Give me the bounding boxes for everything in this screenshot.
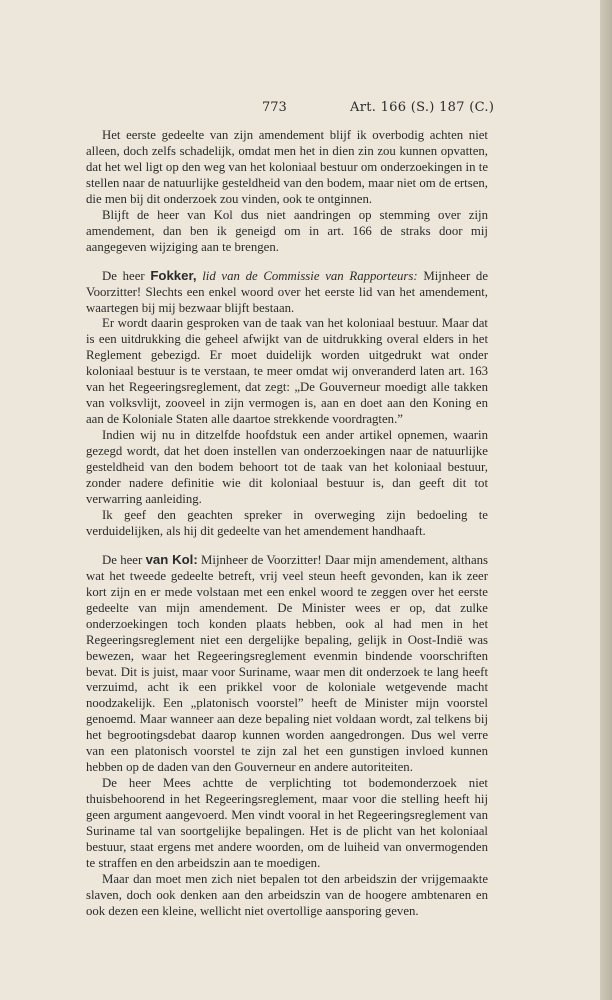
speaker-name: Fokker, xyxy=(150,267,197,283)
page-edge xyxy=(600,0,612,1000)
speaker-name: van Kol: xyxy=(145,551,198,567)
page-number: 773 xyxy=(262,100,287,115)
body-text xyxy=(86,128,488,920)
paragraph: Ik geef den geachten spreker in overweging zijn bedoeling te verduidelijken, als hij dit gedeelte van het amendement handhaaft. xyxy=(86,507,488,538)
page-header xyxy=(0,100,600,120)
speech-fokker: De heer Fokker, lid van de Commissie van Rapporteurs: Mijnheer de Voorzitter! Slechts een enkel woord over het eerste lid van het amendement, waartegen bij mij bezwaar blijft bestaan. xyxy=(86,267,488,315)
paragraph: Het eerste gedeelte van zijn amendement blijf ik overbodig achten niet alleen, doch zelfs schadelijk, omdat men het in dien zin zou kunnen opvatten, dat het wel ligt op den weg van het koloniaal bestuur om onderzoekingen in te stellen naar de natuurlijke gesteldheid van den bodem, maar niet om de ertsen, die men bij dit onderzoek zou vinden, ook te ontginnen. xyxy=(86,128,488,206)
running-head: Art. 166 (S.) 187 (C.) xyxy=(350,100,495,115)
speaker-role: lid van de Commissie van Rapporteurs: xyxy=(196,268,418,283)
paragraph: Blijft de heer van Kol dus niet aandringen op stemming over zijn amendement, dan ben ik geneigd om in art. 166 de straks door mij aangegeven wijziging aan te brengen. xyxy=(86,207,488,254)
paragraph: De heer Mees achtte de verplichting tot bodemonderzoek niet thuisbehoorend in het Regeeringsreglement, maar voor die stelling heeft hij geen argument aangevoerd. Men vindt vooral in het Regeeringsreglement van Suriname tal van soortgelijke bepalingen. Het is de plicht van het koloniaal bestuur, staat ergens met andere woorden, om de luiheid van onvermogenden te straffen en den arbeidszin aan te moedigen. xyxy=(86,776,488,870)
paragraph: Er wordt daarin gesproken van de taak van het koloniaal bestuur. Maar dat is een uitdrukking die geheel afwijkt van de uitdrukking overal elders in het Reglement gebezigd. Er moet duidelijk worden uitgedrukt wat onder koloniaal bestuur is te verstaan, te meer omdat wij onveranderd laten art. 163 van het Regeeringsreglement, dat zegt: „De Gouverneur moedigt alle takken van volksvlijt, zooveel in zijn vermogen is, aan en doet aan den Koning en aan de Koloniale Staten alle daartoe strekkende voordragten.” xyxy=(86,316,488,427)
paragraph: Maar dan moet men zich niet bepalen tot den arbeidszin der vrijgemaakte slaven, doch ook denken aan den arbeidszin van de hoogere ambtenaren en ook dezen een kleine, wellicht niet overtollige aansporing geven. xyxy=(86,871,488,918)
paragraph: Indien wij nu in ditzelfde hoofdstuk een ander artikel opnemen, waarin gezegd wordt, dat het doen instellen van onderzoekingen naar de natuurlijke gesteldheid van den bodem behoort tot de taak van het koloniaal bestuur, zonder nadere definitie wie dit koloniaal bestuur is, dan geeft dit tot verwarring aanleiding. xyxy=(86,428,488,506)
speech-van-kol: De heer van Kol: Mijnheer de Voorzitter! Daar mijn amendement, althans wat het tweede gedeelte betreft, vrij veel steun heeft gevonden, kan ik zeer kort zijn en er mede volstaan met een enkel woord te zeggen over het eerste gedeelte van mijn amendement. De Minister wees er op, dat zulke onderzoekingen toch konden plaats hebben, ook al had men in het Regeeringsreglement niet een dergelijke bepaling, gelijk in Oost-Indië was bewezen, waar het Regeeringsreglement evenmin bindende voorschriften bevat. Dit is juist, maar voor Suriname, waar men dit onderzoek te lang heeft verzuimd, acht ik een prikkel voor de koloniale wetgevende macht noodzakelijk. Een „platonisch voorstel” heeft de Minister mijn voorstel genoemd. Maar wanneer aan deze bepaling niet voldaan wordt, zal telkens bij het begrootingsdebat daarop kunnen worden aangedrongen. Dus wel verre van een platonisch voorstel te zijn zal het een gunstigen invloed kunnen hebben op de daden van den Gouverneur en andere autoriteiten. xyxy=(86,551,489,775)
